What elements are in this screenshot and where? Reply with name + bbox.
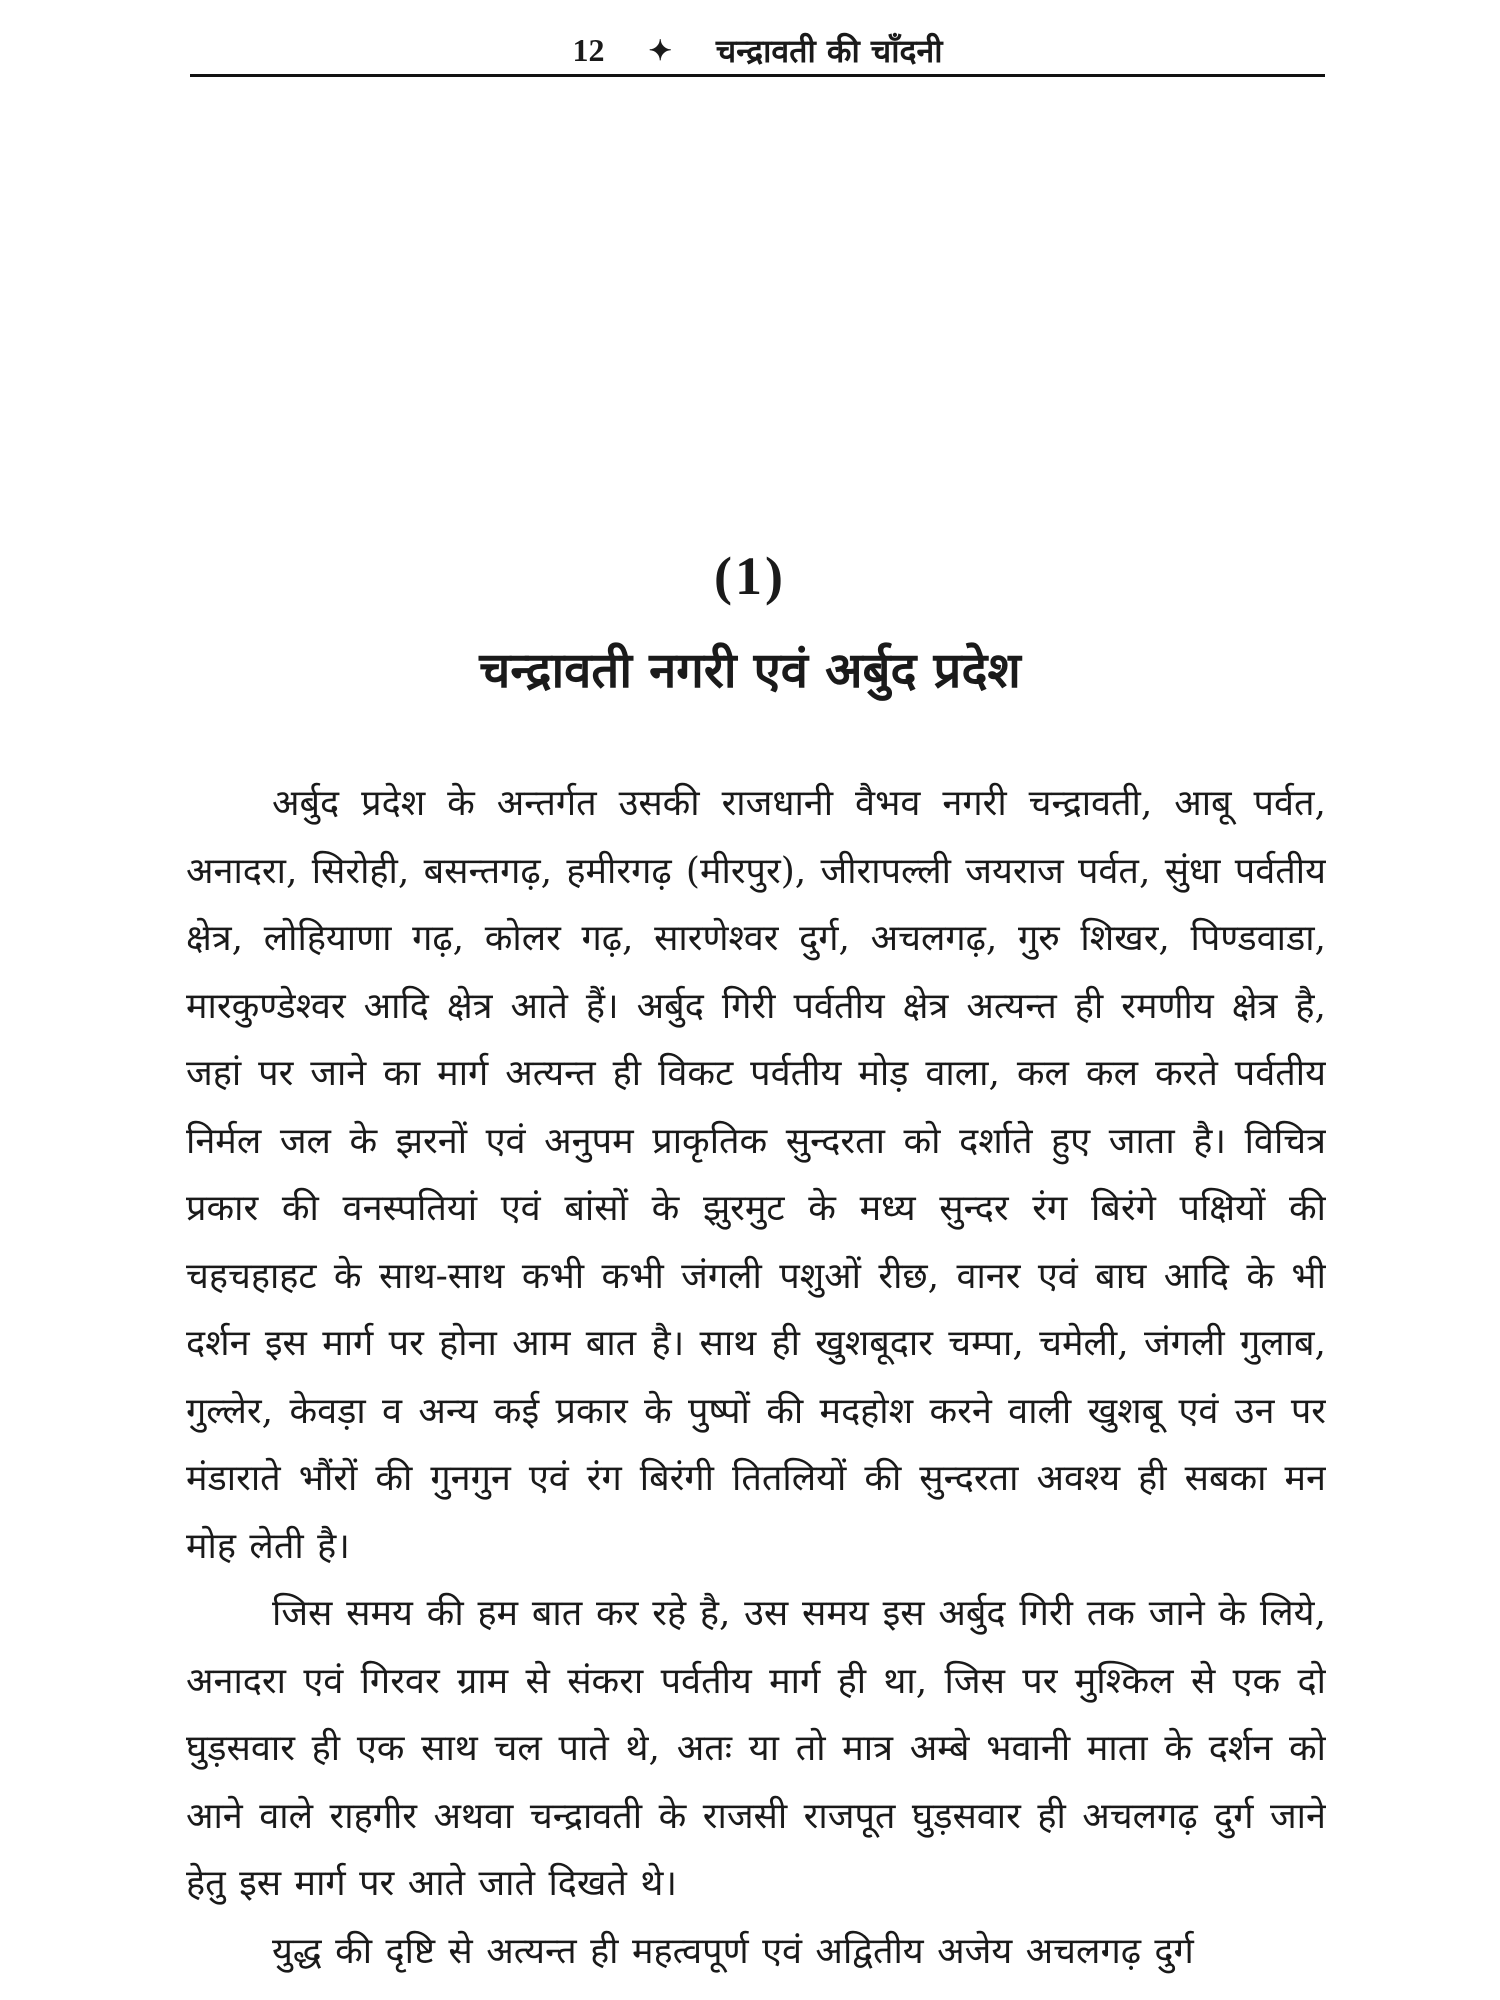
- paragraph: अर्बुद प्रदेश के अन्तर्गत उसकी राजधानी वैभव नगरी चन्द्रावती, आबू पर्वत, अनादरा, सिरोही, बसन्तगढ़, हमीरगढ़ (मीरपुर), जीरापल्ली जयराज पर्वत, सुंधा पर्वतीय क्षेत्र, लोहियाणा गढ़, कोलर गढ़, सारणेश्वर दुर्ग, अचलगढ़, गुरु शिखर, पिण्डवाडा, मारकुण्डेश्वर आदि क्षेत्र आते हैं। अर्बुद गिरी पर्वतीय क्षेत्र अत्यन्त ही रमणीय क्षेत्र है, जहां पर जाने का मार्ग अत्यन्त ही विकट पर्वतीय मोड़ वाला, कल कल करते पर्वतीय निर्मल जल के झरनों एवं अनुपम प्राकृतिक सुन्दरता को दर्शाते हुए जाता है। विचित्र प्रकार की वनस्पतियां एवं बांसों के झुरमुट के मध्य सुन्दर रंग बिरंगे पक्षियों की चहचहाहट के साथ-साथ कभी कभी जंगली पशुओं रीछ, वानर एवं बाघ आदि के भी दर्शन इस मार्ग पर होना आम बात है। साथ ही खुशबूदार चम्पा, चमेली, जंगली गुलाब, गुल्लेर, केवड़ा व अन्य कई प्रकार के पुष्पों की मदहोश करने वाली खुशबू एवं उन पर मंडाराते भौंरों की गुनगुन एवं रंग बिरंगी तितलियों की सुन्दरता अवश्य ही सबका मन मोह लेती है।: [186, 783, 1326, 1567]
- header-rule: [190, 74, 1325, 77]
- chapter-title: चन्द्रावती नगरी एवं अर्बुद प्रदेश: [479, 641, 1021, 699]
- page-number: 12: [572, 31, 605, 68]
- running-header: [190, 22, 1325, 78]
- star-ornament-icon: ✦: [648, 33, 672, 67]
- book-title: चन्द्रावती की चाँदनी: [715, 31, 943, 70]
- body-text: [186, 770, 1326, 1980]
- paragraph: जिस समय की हम बात कर रहे है, उस समय इस अर्बुद गिरी तक जाने के लिये, अनादरा एवं गिरवर ग्राम से संकरा पर्वतीय मार्ग ही था, जिस पर मुश्किल से एक दो घुड़सवार ही एक साथ चल पाते थे, अतः या तो मात्र अम्बे भवानी माता के दर्शन को आने वाले राहगीर अथवा चन्द्रावती के राजसी राजपूत घुड़सवार ही अचलगढ़ दुर्ग जाने हेतु इस मार्ग पर आते जाते दिखते थे।: [186, 1593, 1326, 1904]
- paragraph: युद्ध की दृष्टि से अत्यन्त ही महत्वपूर्ण एवं अद्वितीय अजेय अचलगढ़ दुर्ग: [272, 1930, 1194, 1972]
- chapter-number: (1): [714, 546, 786, 606]
